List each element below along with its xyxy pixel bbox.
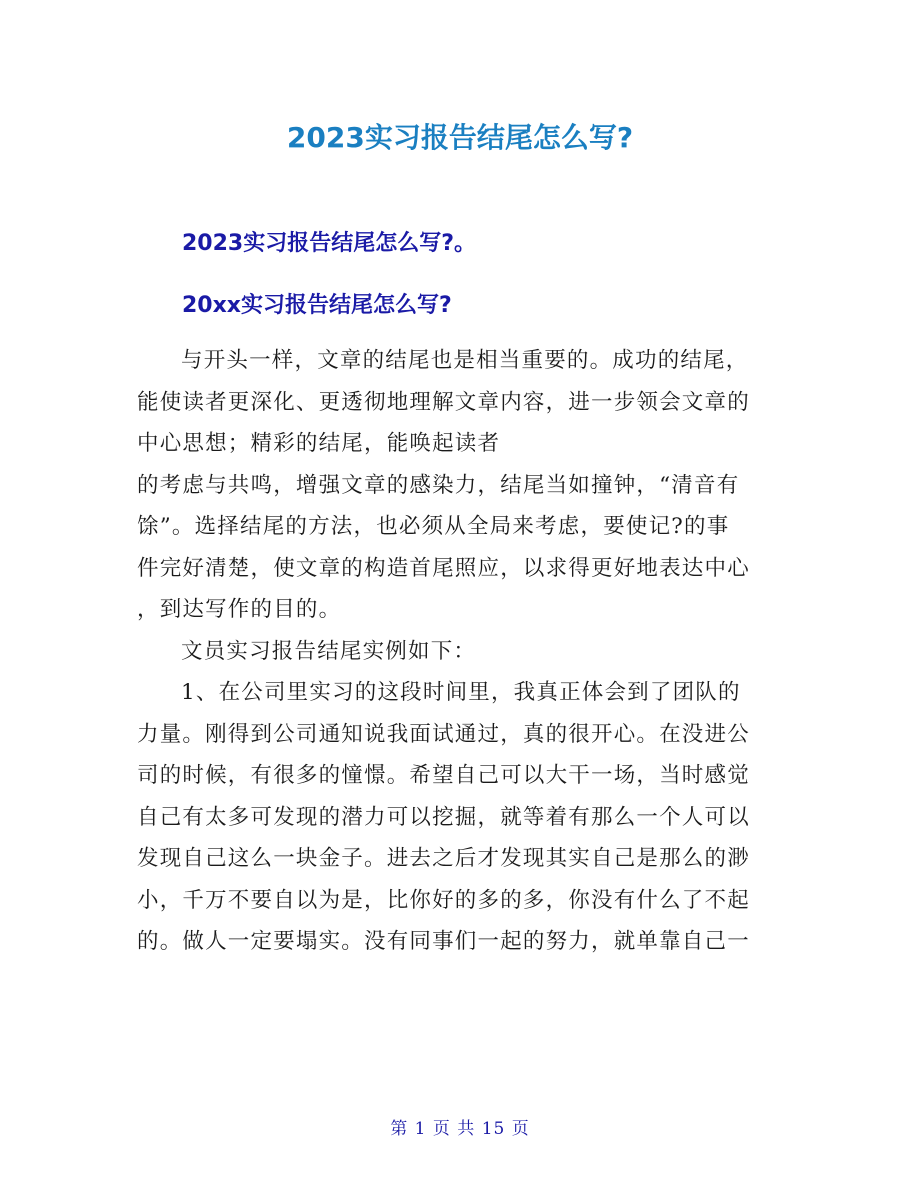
page-footer: 第 1 页 共 15 页 xyxy=(390,1119,530,1139)
paragraph-line: 的。做人一定要塌实。没有同事们一起的努力，就单靠自己一 xyxy=(137,929,750,954)
paragraph-line: 能使读者更深化、更透彻地理解文章内容，进一步领会文章的 xyxy=(137,389,750,415)
paragraph-line: 自己有太多可发现的潜力可以挖掘，就等着有那么一个人可以 xyxy=(137,804,750,830)
paragraph-line: 的考虑与共鸣，增强文章的感染力，结尾当如撞钟，“清音有 xyxy=(137,472,740,498)
paragraph-line: 司的时候，有很多的憧憬。希望自己可以大干一场，当时感觉 xyxy=(137,763,750,788)
paragraph-line: 中心思想；精彩的结尾，能唤起读者 xyxy=(137,431,501,456)
paragraph-line: 件完好清楚，使文章的构造首尾照应，以求得更好地表达中心 xyxy=(137,555,750,581)
paragraph-line: ，到达写作的目的。 xyxy=(137,597,342,622)
paragraph-line: 与开头一样，文章的结尾也是相当重要的。成功的结尾， xyxy=(181,348,749,373)
paragraph-line: 小，千万不要自以为是，比你好的多的多，你没有什么了不起 xyxy=(137,887,750,913)
paragraph-line: 1、在公司里实习的这段时间里，我真正体会到了团队的 xyxy=(181,680,741,705)
subtitle-2: 20xx实习报告结尾怎么写? xyxy=(182,293,452,318)
paragraph-line: 文员实习报告结尾实例如下： xyxy=(181,638,477,664)
document-title: 2023实习报告结尾怎么写? xyxy=(286,121,634,154)
paragraph-line: 力量。刚得到公司通知说我面试通过，真的很开心。在没进公 xyxy=(137,721,750,747)
paragraph-line: 发现自己这么一块金子。进去之后才发现其实自己是那么的渺 xyxy=(137,846,750,871)
paragraph-line: 馀”。选择结尾的方法，也必须从全局来考虑，要使记?的事 xyxy=(137,514,730,539)
subtitle-1: 2023实习报告结尾怎么写?。 xyxy=(182,231,476,256)
body-text xyxy=(137,340,797,963)
